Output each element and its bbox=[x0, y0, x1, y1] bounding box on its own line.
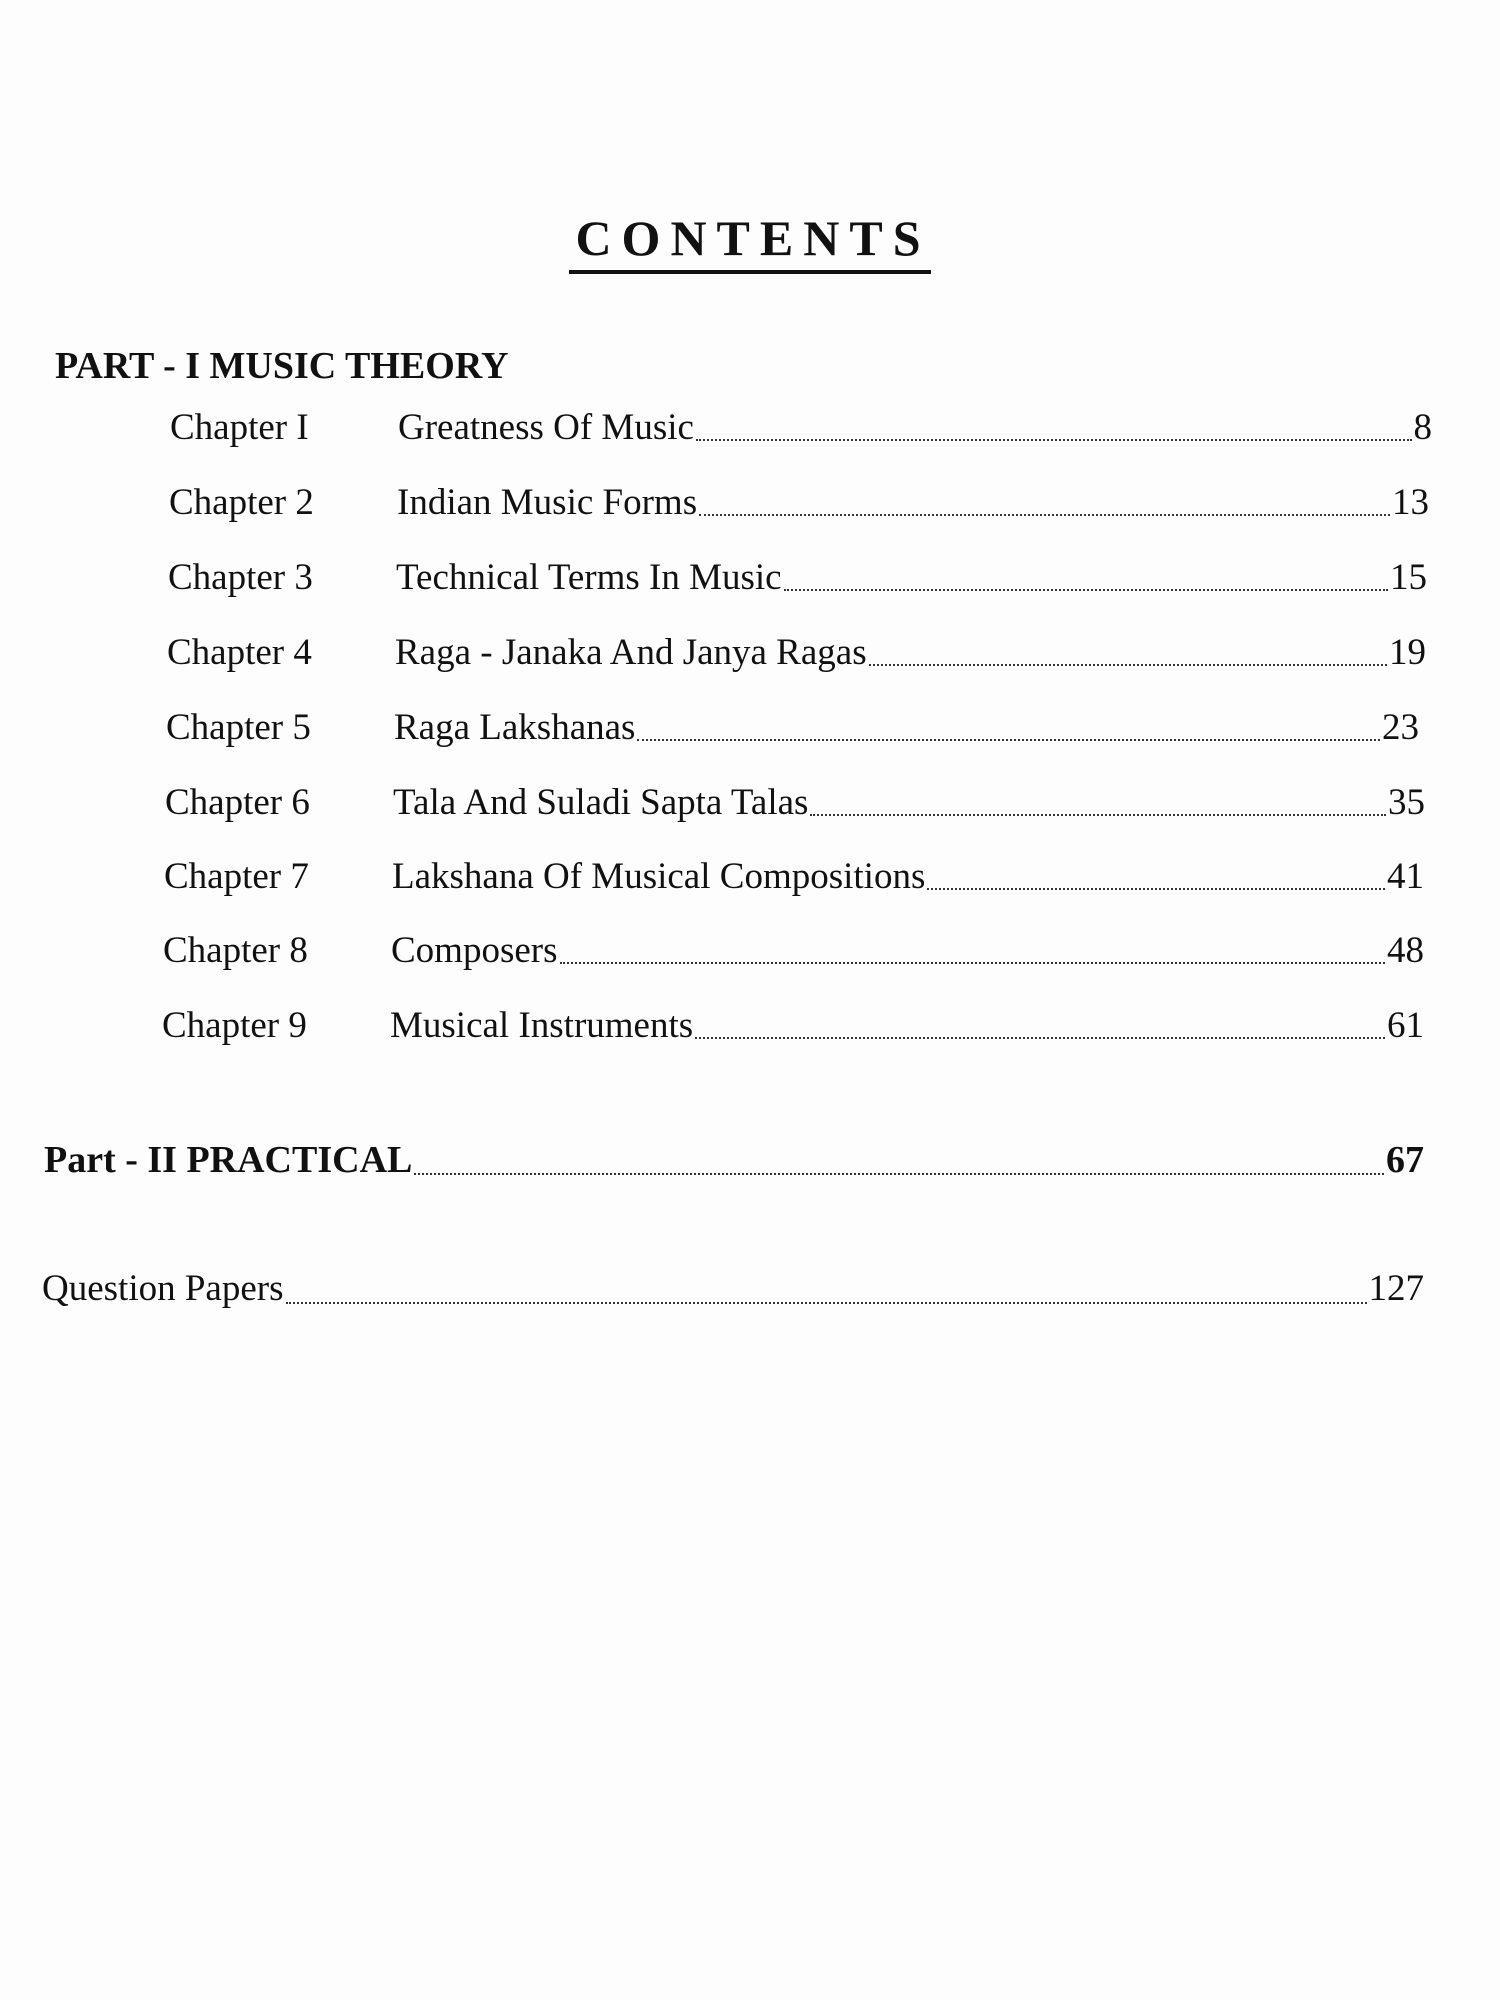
toc-row-chapter-8[interactable] bbox=[163, 928, 1424, 974]
page-number: 13 bbox=[1392, 482, 1429, 523]
toc-row-chapter-3[interactable] bbox=[168, 555, 1427, 601]
dot-leader bbox=[699, 514, 1390, 516]
chapter-title: Raga - Janaka And Janya Ragas bbox=[395, 632, 867, 673]
chapter-label: Chapter 3 bbox=[168, 557, 313, 598]
part1-heading: PART - I MUSIC THEORY bbox=[55, 345, 509, 387]
page-number: 8 bbox=[1413, 407, 1432, 448]
dot-leader bbox=[695, 1037, 1385, 1039]
page-number: 23 bbox=[1382, 707, 1419, 748]
dot-leader bbox=[286, 1302, 1367, 1304]
dot-leader bbox=[696, 439, 1412, 441]
toc-row-chapter-6[interactable] bbox=[165, 780, 1425, 826]
page-number: 15 bbox=[1390, 557, 1427, 598]
chapter-title: Musical Instruments bbox=[390, 1005, 694, 1046]
page-number: 35 bbox=[1388, 782, 1425, 823]
chapter-title: Tala And Suladi Sapta Talas bbox=[393, 782, 809, 823]
page-number: 61 bbox=[1387, 1005, 1424, 1046]
toc-row-chapter-4[interactable] bbox=[167, 630, 1426, 676]
chapter-label: Chapter 5 bbox=[166, 707, 311, 748]
dot-leader bbox=[560, 962, 1386, 964]
toc-row-chapter-1[interactable] bbox=[170, 405, 1432, 451]
dot-leader bbox=[869, 664, 1387, 666]
chapter-title: Composers bbox=[391, 930, 558, 971]
toc-row-chapter-7[interactable] bbox=[164, 854, 1424, 900]
question-papers-title: Question Papers bbox=[42, 1268, 284, 1309]
toc-row-chapter-2[interactable] bbox=[169, 480, 1429, 526]
page-number: 41 bbox=[1387, 856, 1424, 897]
dot-leader bbox=[784, 589, 1388, 591]
toc-row-chapter-9[interactable] bbox=[162, 1003, 1424, 1049]
toc-row-part2[interactable] bbox=[44, 1135, 1424, 1185]
chapter-label: Chapter 9 bbox=[162, 1005, 307, 1046]
chapter-title: Technical Terms In Music bbox=[396, 557, 782, 598]
page-title bbox=[0, 208, 1500, 274]
chapter-label: Chapter 7 bbox=[164, 856, 309, 897]
part2-title: Part - II PRACTICAL bbox=[44, 1139, 413, 1181]
dot-leader bbox=[414, 1173, 1384, 1175]
page-number: 67 bbox=[1386, 1139, 1424, 1181]
page-number: 19 bbox=[1389, 632, 1426, 673]
dot-leader bbox=[637, 739, 1380, 741]
chapter-label: Chapter 2 bbox=[169, 482, 314, 523]
chapter-label: Chapter 6 bbox=[165, 782, 310, 823]
chapter-title: Indian Music Forms bbox=[397, 482, 698, 523]
toc-row-chapter-5[interactable] bbox=[166, 705, 1419, 751]
chapter-label: Chapter 8 bbox=[163, 930, 308, 971]
chapter-title: Greatness Of Music bbox=[398, 407, 694, 448]
toc-row-question-papers[interactable] bbox=[42, 1264, 1424, 1314]
page-number: 127 bbox=[1368, 1268, 1424, 1309]
dot-leader bbox=[810, 814, 1386, 816]
page-number: 48 bbox=[1387, 930, 1424, 971]
chapter-label: Chapter 4 bbox=[167, 632, 312, 673]
chapter-title: Raga Lakshanas bbox=[394, 707, 636, 748]
chapter-title: Lakshana Of Musical Compositions bbox=[392, 856, 926, 897]
dot-leader bbox=[927, 888, 1385, 890]
chapter-label: Chapter I bbox=[170, 407, 309, 448]
page-title-text: CONTENTS bbox=[569, 208, 930, 274]
